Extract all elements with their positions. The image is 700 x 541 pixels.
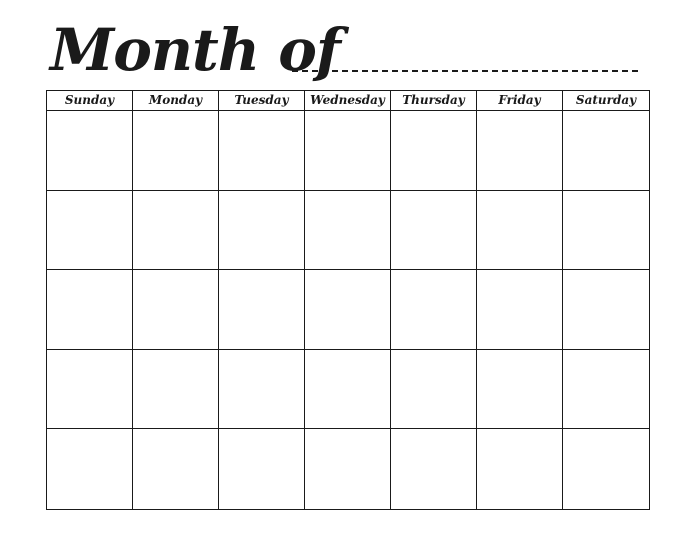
day-cell	[391, 191, 477, 271]
day-cell	[563, 350, 649, 430]
day-cell	[305, 429, 391, 509]
month-name-line	[292, 70, 638, 72]
day-cell	[47, 270, 133, 350]
day-cell	[477, 111, 563, 191]
day-cell	[563, 429, 649, 509]
day-cell	[133, 111, 219, 191]
day-cell	[391, 429, 477, 509]
day-cell	[47, 350, 133, 430]
day-cell	[219, 270, 305, 350]
day-cell	[563, 270, 649, 350]
day-header-thursday: Thursday	[391, 91, 477, 111]
day-cell	[133, 270, 219, 350]
day-header-sunday: Sunday	[47, 91, 133, 111]
day-cell	[305, 191, 391, 271]
day-cell	[219, 350, 305, 430]
day-cell	[133, 429, 219, 509]
day-cell	[219, 429, 305, 509]
day-header-monday: Monday	[133, 91, 219, 111]
day-cell	[563, 111, 649, 191]
day-cell	[477, 270, 563, 350]
calendar-grid	[46, 90, 650, 510]
day-cell	[219, 111, 305, 191]
page-title: Month of	[50, 16, 340, 84]
day-cell	[47, 429, 133, 509]
day-header-wednesday: Wednesday	[305, 91, 391, 111]
day-cell	[47, 191, 133, 271]
day-cell	[391, 270, 477, 350]
day-cell	[305, 111, 391, 191]
day-cell	[305, 270, 391, 350]
day-cell	[477, 191, 563, 271]
day-cell	[391, 111, 477, 191]
day-header-tuesday: Tuesday	[219, 91, 305, 111]
day-cell	[133, 191, 219, 271]
day-cell	[477, 429, 563, 509]
day-cell	[563, 191, 649, 271]
day-cell	[305, 350, 391, 430]
day-header-saturday: Saturday	[563, 91, 649, 111]
day-cell	[219, 191, 305, 271]
day-cell	[47, 111, 133, 191]
day-header-friday: Friday	[477, 91, 563, 111]
day-cell	[133, 350, 219, 430]
day-cell	[477, 350, 563, 430]
day-cell	[391, 350, 477, 430]
